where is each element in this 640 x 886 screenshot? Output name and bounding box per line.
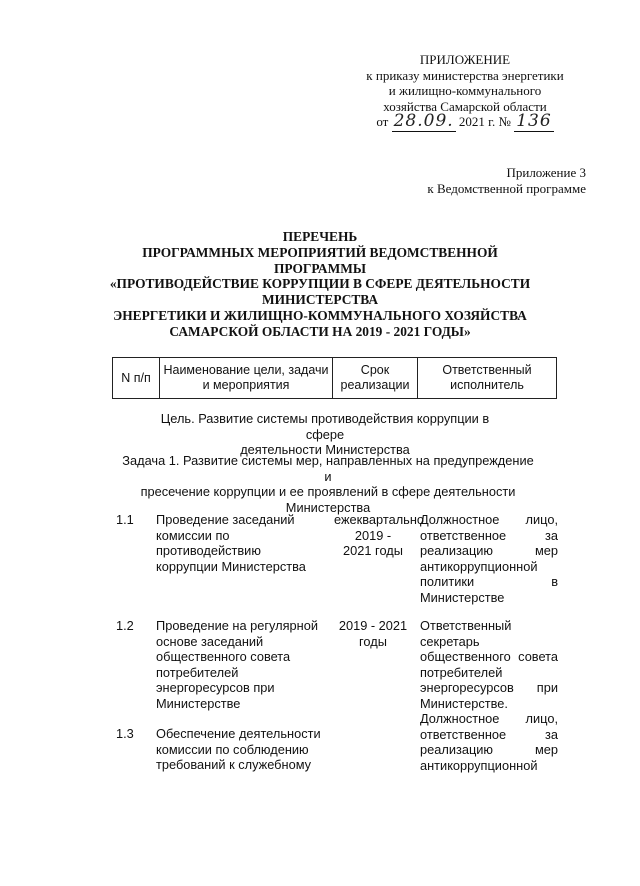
document-title [100, 229, 540, 340]
appendix-title: ПРИЛОЖЕНИЕ [419, 52, 511, 67]
task-text [118, 453, 538, 515]
row-name [156, 726, 326, 773]
row-term [334, 512, 425, 559]
row-number: 1.2 [116, 618, 134, 633]
header-num: N п/п [113, 358, 160, 399]
goal-line2: деятельности Министерства [240, 442, 410, 457]
row-resp-line: Министерстве [420, 589, 505, 605]
row-number: 1.1 [116, 512, 134, 527]
title-line: «ПРОТИВОДЕЙСТВИЕ КОРРУПЦИИ В СФЕРЕ ДЕЯТЕЛЬНОСТИ [109, 276, 531, 292]
title-line: ПРОГРАММНЫХ МЕРОПРИЯТИЙ ВЕДОМСТВЕННОЙ [142, 244, 498, 260]
year-text: 2021 г. № [458, 114, 511, 129]
header-name-line1: Наименование цели, задачи [163, 363, 329, 377]
header-resp-line2: исполнитель [450, 378, 524, 392]
row-responsible [420, 618, 558, 773]
row-resp-line: Министерстве. [420, 695, 508, 711]
appendix-header [340, 52, 590, 130]
appendix-line: и жилищно-коммунального [388, 83, 542, 98]
handwritten-number: 136 [516, 111, 552, 131]
row-name-line: Министерстве [156, 695, 241, 711]
row-term [334, 618, 412, 649]
row-name-line: противодействию [156, 543, 261, 558]
row-name-line: требований к служебному [156, 757, 312, 772]
row-name-line: общественного совета [156, 649, 291, 664]
row-resp-line: ответственное за [420, 726, 558, 742]
title-line: ПЕРЕЧЕНЬ [282, 229, 358, 244]
row-name-line: энергоресурсов при [156, 680, 275, 695]
row-term-line: 2021 годы [343, 543, 403, 558]
row-resp-line: потребителей [420, 664, 503, 680]
title-line: МИНИСТЕРСТВА [261, 292, 379, 308]
row-responsible [420, 512, 558, 605]
row-resp-line: секретарь [420, 633, 480, 649]
row-resp-line: энергоресурсов при [420, 680, 558, 695]
row-term-line: годы [359, 633, 387, 649]
row-name-line: коррупции Министерства [156, 558, 306, 574]
row-resp-line: общественного совета [420, 649, 558, 664]
task-line1: Задача 1. Развитие системы мер, направленных на предупреждение и [122, 453, 534, 484]
row-resp-line: политики в [420, 574, 558, 589]
task-line2: пресечение коррупции и ее проявлений в сфере деятельности [140, 484, 516, 499]
row-resp-line: Должностное лицо, [420, 512, 558, 527]
row-resp-line: реализацию мер [420, 543, 558, 558]
row-name [156, 618, 326, 711]
header-name-line2: и мероприятия [202, 378, 290, 392]
row-name [156, 512, 326, 574]
appendix3-header [366, 165, 586, 197]
row-resp-line: антикоррупционной [420, 757, 538, 773]
appendix-line: хозяйства Самарской области [383, 98, 547, 114]
title-line: САМАРСКОЙ ОБЛАСТИ НА 2019 - 2021 ГОДЫ» [169, 323, 471, 339]
row-name-line: потребителей [156, 664, 239, 680]
header-term-line2: реализации [340, 378, 410, 392]
date-prefix: от [376, 114, 389, 129]
header-name [160, 358, 333, 399]
goal-text [150, 411, 500, 458]
header-term-line1: Срок [360, 363, 390, 377]
row-resp-line: антикоррупционной [420, 558, 538, 574]
row-name-line: Проведение на регулярной [156, 618, 318, 633]
row-name-line: комиссии по соблюдению [156, 741, 309, 757]
row-name-line: основе заседаний [156, 633, 264, 649]
row-resp-line: Ответственный [420, 618, 512, 633]
row-resp-line: реализацию мер [420, 742, 558, 757]
appendix-line: к приказу министерства энергетики [366, 67, 564, 83]
table-header [112, 357, 557, 399]
appendix3-line1: Приложение 3 [506, 165, 586, 180]
task-line3: Министерства [285, 499, 371, 515]
row-resp-line: Должностное лицо, [420, 711, 558, 726]
goal-line1: Цель. Развитие системы противодействия коррупции в сфере [160, 411, 490, 442]
appendix3-line2: к Ведомственной программе [427, 181, 586, 196]
handwritten-date: 28.09. [393, 111, 454, 131]
title-line: ПРОГРАММЫ [273, 260, 366, 276]
row-resp-line: ответственное за [420, 527, 558, 543]
row-term-line: 2019 - 2021 [338, 618, 408, 633]
title-line: ЭНЕРГЕТИКИ И ЖИЛИЩНО-КОММУНАЛЬНОГО ХОЗЯЙСТВА [113, 307, 527, 323]
row-number: 1.3 [116, 726, 134, 741]
row-name-line: Проведение заседаний [156, 512, 295, 527]
header-term [333, 358, 418, 399]
row-name-line: комиссии по [156, 527, 230, 543]
row-term-line: ежеквартально 2019 - [334, 512, 425, 543]
header-resp [418, 358, 557, 399]
appendix-date-line [340, 111, 590, 131]
row-name-line: Обеспечение деятельности [156, 726, 321, 741]
header-resp-line1: Ответственный [442, 363, 532, 377]
